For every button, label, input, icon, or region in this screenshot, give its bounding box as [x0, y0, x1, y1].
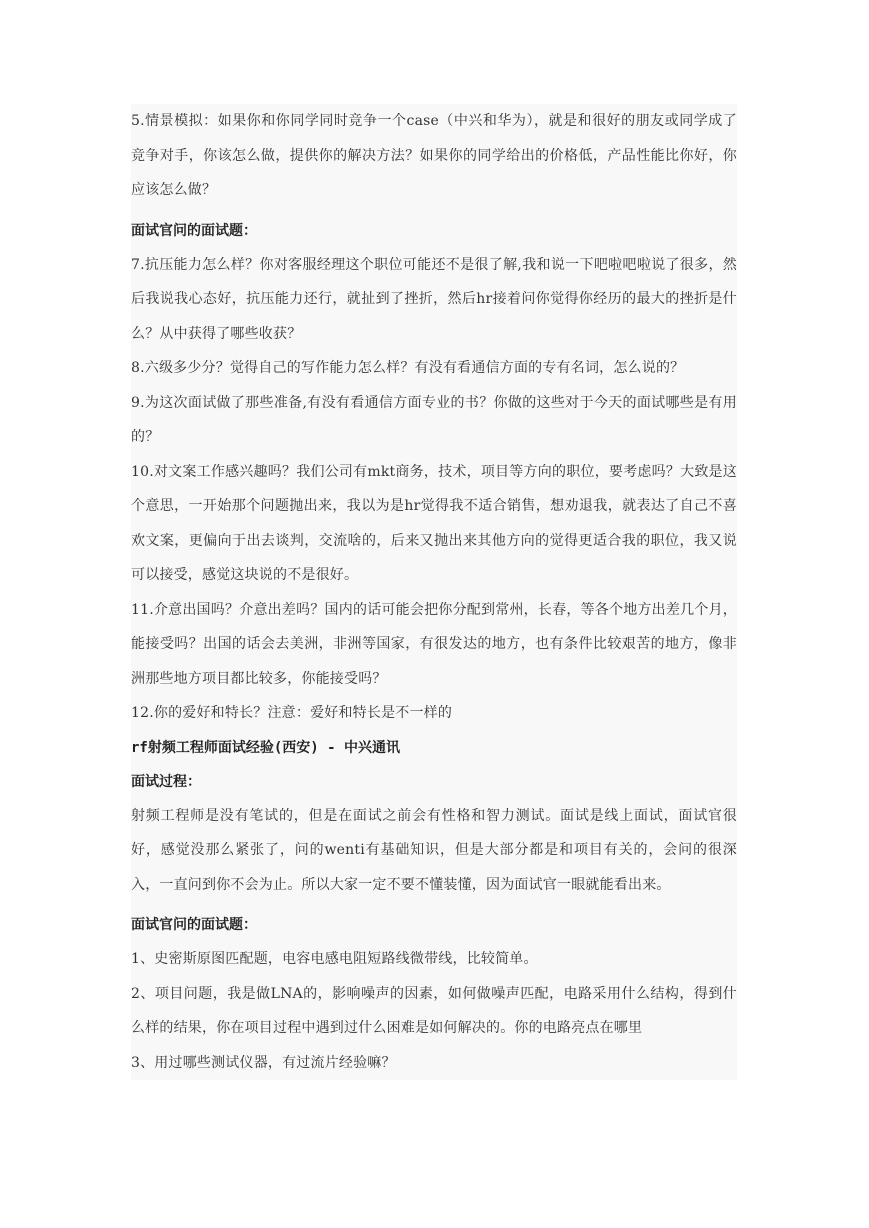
question-12: 12.你的爱好和特长？注意：爱好和特长是不一样的 [131, 705, 453, 721]
question-10: 10.对文案工作感兴趣吗？我们公司有mkt商务，技术，项目等方向的职位，要考虑吗？大致是这个意思，一开始那个问题抛出来，我以为是hr觉得我不适合销售，想劝退我，就表达了自己不喜欢文案，更偏向于出去谈判，交流啥的，后来又抛出来其他方向的觉得更适合我的职位，我又说可以接受，感觉这块说的不是很好。 [131, 463, 737, 583]
question-9: 9.为这次面试做了那些准备,有没有看通信方面专业的书？你做的这些对于今天的面试哪些是有用的？ [131, 394, 737, 445]
interview-process-text: 射频工程师是没有笔试的，但是在面试之前会有性格和智力测试。面试是线上面试，面试官很好，感觉没那么紧张了，问的wenti有基础知识，但是大部分都是和项目有关的，会问的很深入，一直问到你不会为止。所以大家一定不要不懂装懂，因为面试官一眼就能看出来。 [131, 807, 737, 893]
question-11: 11.介意出国吗？介意出差吗？国内的话可能会把你分配到常州，长春，等各个地方出差几个月，能接受吗？出国的话会去美洲，非洲等国家，有很发达的地方，也有条件比较艰苦的地方，像非洲那些地方项目都比较多，你能接受吗？ [131, 601, 737, 687]
document-body [131, 104, 737, 1080]
section-heading-interview-questions-1: 面试官问的面试题： [131, 222, 257, 239]
question-7: 7.抗压能力怎么样？你对客服经理这个职位可能还不是很了解,我和说一下吧啦吧啦说了很多，然后我说我心态好，抗压能力还行，就扯到了挫折，然后hr接着问你觉得你经历的最大的挫折是什么？从中获得了哪些收获？ [131, 256, 737, 342]
rf-question-1: 1、史密斯原图匹配题，电容电感电阻短路线微带线，比较简单。 [131, 951, 538, 967]
question-5: 5.情景模拟：如果你和你同学同时竞争一个case（中兴和华为），就是和很好的朋友或同学成了竞争对手，你该怎么做，提供你的解决方法？如果你的同学给出的价格低，产品性能比你好，你应该怎么做？ [131, 113, 737, 198]
question-8: 8.六级多少分？觉得自己的写作能力怎么样？有没有看通信方面的专有名词，怎么说的？ [131, 360, 685, 376]
section-heading-interview-questions-2: 面试官问的面试题： [131, 917, 257, 933]
section-heading-interview-process: 面试过程： [131, 773, 201, 790]
section-title-rf-engineer: rf射频工程师面试经验(西安) - 中兴通讯 [131, 739, 401, 756]
rf-question-3: 3、用过哪些测试仪器，有过流片经验嘛？ [131, 1054, 396, 1071]
rf-question-2: 2、项目问题，我是做LNA的，影响噪声的因素，如何做噪声匹配，电路采用什么结构，得到什么样的结果，你在项目过程中遇到过什么困难是如何解决的。你的电路亮点在哪里 [131, 985, 737, 1036]
